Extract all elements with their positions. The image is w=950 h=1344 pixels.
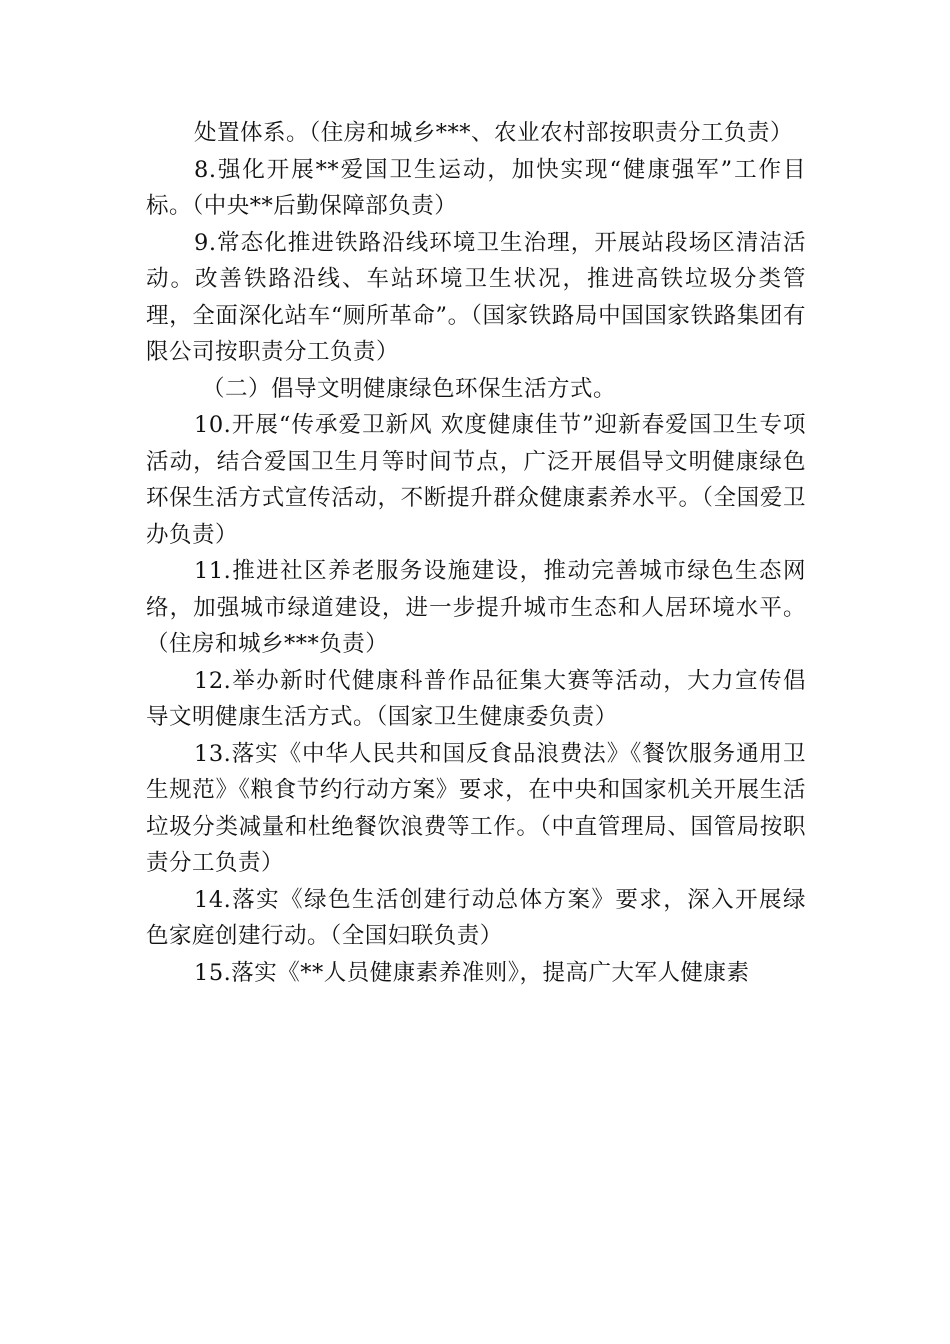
- paragraph-item-10: 10.开展“传承爱卫新风 欢度健康佳节”迎新春爱国卫生专项活动，结合爱国卫生月等时间节点，广泛开展倡导文明健康绿色环保生活方式宣传活动，不断提升群众健康素养水平。（全国爱卫办负责）: [146, 412, 806, 548]
- paragraph-disposal-system: 处置体系。（住房和城乡***、农业农村部按职责分工负责）: [194, 120, 794, 146]
- paragraph-item-8: 8.强化开展**爱国卫生运动，加快实现“健康强军”工作目标。（中央**后勤保障部负责）: [146, 156, 806, 219]
- paragraph-item-15: 15.落实《**人员健康素养准则》，提高广大军人健康素: [194, 959, 750, 986]
- paragraph-item-12: 12.举办新时代健康科普作品征集大赛等活动，大力宣传倡导文明健康生活方式。（国家卫生健康委负责）: [146, 667, 806, 730]
- paragraph-item-11: 11.推进社区养老服务设施建设，推动完善城市绿色生态网络，加强城市绿道建设，进一步提升城市生态和人居环境水平。（住房和城乡***负责）: [146, 558, 806, 657]
- paragraph-item-13: 13.落实《中华人民共和国反食品浪费法》《餐饮服务通用卫生规范》《粮食节约行动方案》要求，在中央和国家机关开展生活垃圾分类减量和杜绝餐饮浪费等工作。（中直管理局、国管局按职责分工负责）: [146, 740, 806, 876]
- paragraph-item-9: 9.常态化推进铁路沿线环境卫生治理，开展站段场区清洁活动。改善铁路沿线、车站环境卫生状况，推进高铁垃圾分类管理，全面深化站车“厕所革命”。（国家铁路局中国国家铁路集团有限公司按职责分工负责）: [146, 229, 806, 365]
- paragraph-item-14: 14.落实《绿色生活创建行动总体方案》要求，深入开展绿色家庭创建行动。（全国妇联负责）: [146, 886, 806, 949]
- document-body: [146, 115, 806, 991]
- section-heading-2: （二）倡导文明健康绿色环保生活方式。: [202, 375, 617, 402]
